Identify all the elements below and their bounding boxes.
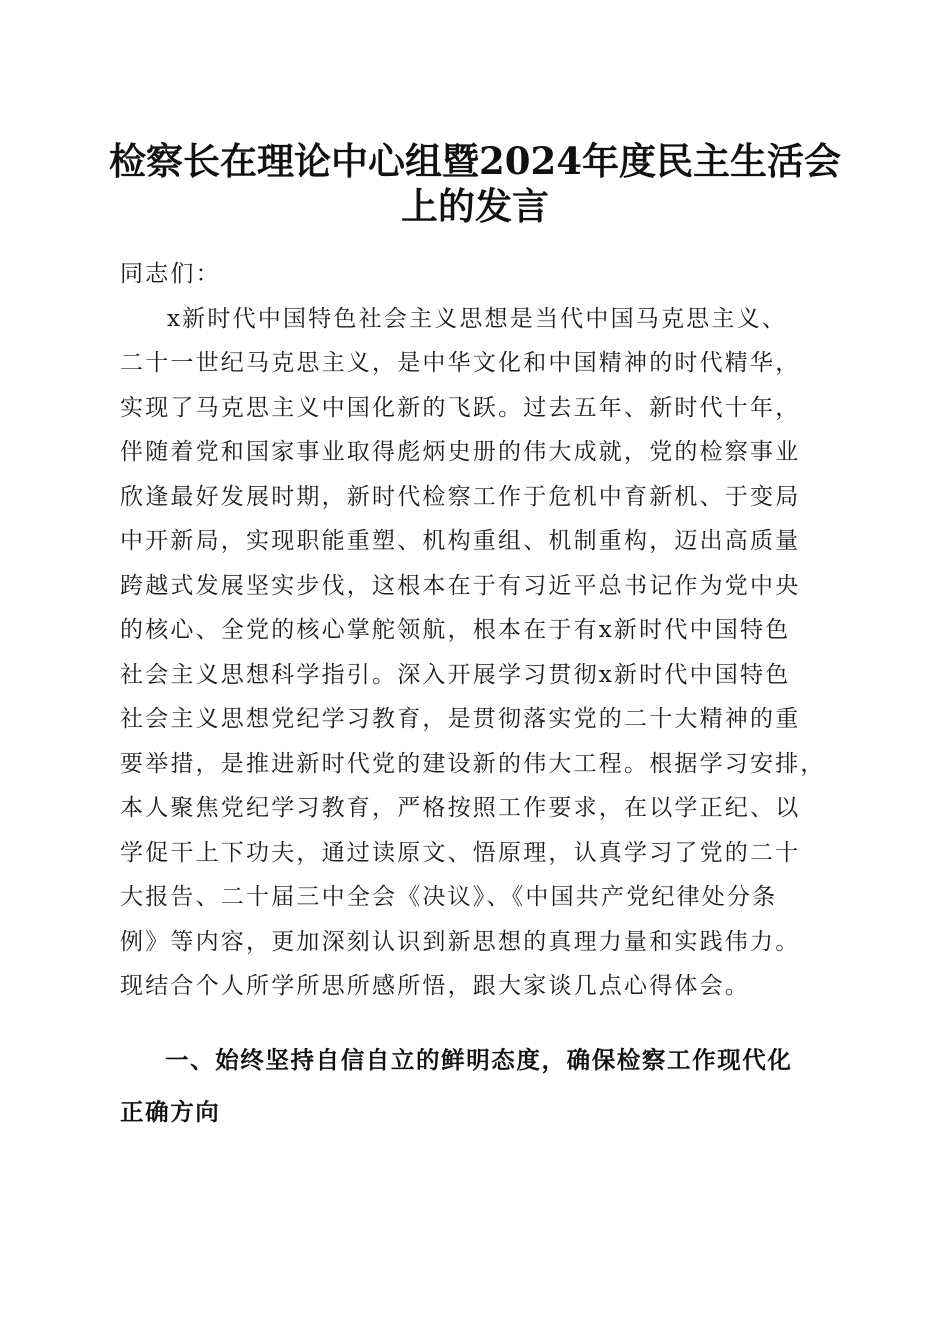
speech-body: [120, 252, 835, 1009]
section-heading-line-1: 一、始终坚持自信自立的鲜明态度，确保检察工作现代化: [165, 1046, 793, 1074]
paragraph-line: 社会主义思想科学指引。深入开展学习贯彻x新时代中国特色: [120, 661, 791, 688]
paragraph-line: 跨越式发展坚实步伐，这根本在于有习近平总书记作为党中央: [120, 572, 801, 599]
paragraph-line: 实现了马克思主义中国化新的飞跃。过去五年、新时代十年，: [120, 394, 801, 421]
paragraph-line: 大报告、二十届三中全会《决议》、《中国共产党纪律处分条: [120, 884, 778, 910]
section-heading: [120, 1034, 840, 1138]
paragraph-line: 例》等内容，更加深刻认识到新思想的真理力量和实践伟力。: [120, 928, 801, 955]
document-title-line-2: 上的发言: [401, 184, 549, 228]
paragraph-line: 现结合个人所学所思所感所悟，跟大家谈几点心得体会。: [120, 973, 750, 999]
paragraph-line: 的核心、全党的核心掌舵领航，根本在于有x新时代中国特色: [120, 617, 791, 643]
paragraph-line: 本人聚焦党纪学习教育，严格按照工作要求，在以学正纪、以: [120, 795, 801, 821]
paragraph-line: 二十一世纪马克思主义，是中华文化和中国精神的时代精华，: [120, 350, 801, 376]
paragraph-line: 中开新局，实现职能重塑、机构重组、机制重构，迈出高质量: [120, 528, 801, 554]
paragraph-line: x新时代中国特色社会主义思想是当代中国马克思主义、: [167, 305, 787, 332]
salutation: 同志们：: [120, 261, 221, 287]
paragraph-line: 伴随着党和国家事业取得彪炳史册的伟大成就，党的检察事业: [120, 439, 801, 465]
paragraph-line: 要举措，是推进新时代党的建设新的伟大工程。根据学习安排，: [120, 750, 826, 777]
paragraph-line: 欣逢最好发展时期，新时代检察工作于危机中育新机、于变局: [120, 483, 801, 510]
paragraph-line: 学促干上下功夫，通过读原文、悟原理，认真学习了党的二十: [120, 839, 801, 866]
document-title-line-1: 检察长在理论中心组暨2024年度民主生活会: [109, 139, 841, 183]
section-heading-line-2: 正确方向: [120, 1098, 221, 1126]
paragraph-line: 社会主义思想党纪学习教育，是贯彻落实党的二十大精神的重: [120, 706, 801, 732]
